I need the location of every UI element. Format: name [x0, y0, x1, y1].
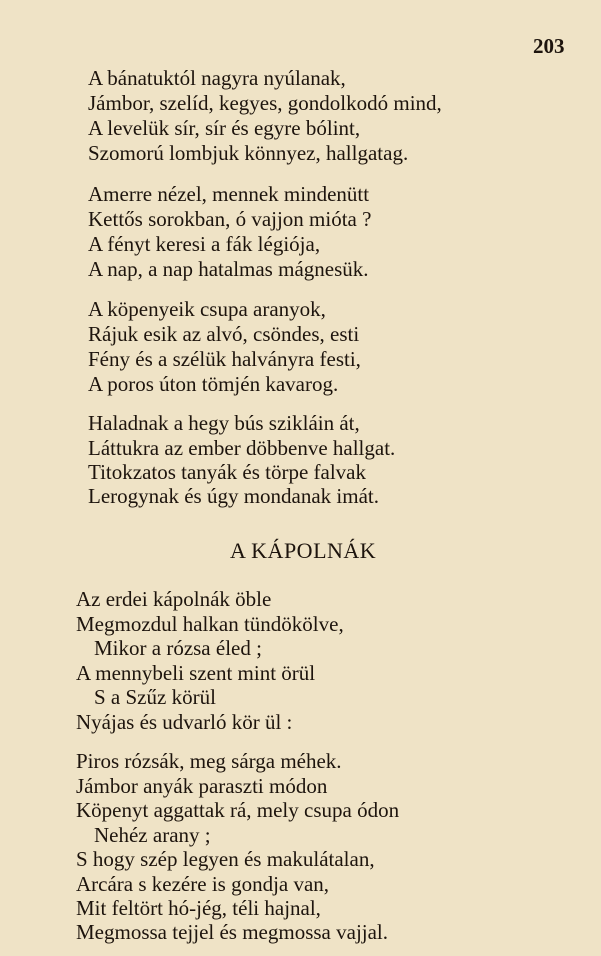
poem-line: Jámbor, szelíd, kegyes, gondolkodó mind,	[88, 91, 442, 115]
page-number: 203	[533, 34, 565, 58]
poem-line: A levelük sír, sír és egyre bólint,	[88, 116, 361, 140]
poem-title: A KÁPOLNÁK	[230, 538, 377, 563]
poem-line: A köpenyeik csupa aranyok,	[88, 297, 326, 321]
poem-line: Kettős sorokban, ó vajjon mióta ?	[88, 207, 372, 231]
poem-line: Piros rózsák, meg sárga méhek.	[76, 749, 342, 773]
poem-line: Nehéz arany ;	[94, 823, 211, 847]
poem-line: Megmossa tejjel és megmossa vajjal.	[76, 920, 389, 944]
poem-line: Haladnak a hegy bús szikláin át,	[88, 411, 360, 435]
poem-line: A mennybeli szent mint örül	[76, 661, 316, 685]
poem-line: Láttukra az ember döbbenve hallgat.	[88, 436, 396, 460]
poem-line: Jámbor anyák paraszti módon	[76, 774, 328, 798]
poem-line: A bánatuktól nagyra nyúlanak,	[88, 66, 346, 90]
poem-line: Fény és a szélük halványra festi,	[88, 347, 361, 371]
poem-line: Nyájas és udvarló kör ül :	[76, 710, 293, 734]
poem-line: Rájuk esik az alvó, csöndes, esti	[88, 322, 360, 346]
poem-line: Szomorú lombjuk könnyez, hallgatag.	[88, 141, 409, 165]
poem-line: Lerogynak és úgy mondanak imát.	[88, 484, 380, 508]
poem-line: Megmozdul halkan tündökölve,	[76, 612, 344, 636]
poem-line: Amerre nézel, mennek mindenütt	[88, 182, 370, 206]
poem-line: Mit feltört hó-jég, téli hajnal,	[76, 896, 321, 920]
poem-line: A poros úton tömjén kavarog.	[88, 372, 339, 396]
poem-line: Mikor a rózsa éled ;	[94, 636, 262, 660]
poem-line: A fényt keresi a fák légiója,	[88, 232, 321, 256]
poem-line: Titokzatos tanyák és törpe falvak	[88, 460, 366, 484]
poem-line: S a Szűz körül	[94, 685, 216, 709]
poem-line: A nap, a nap hatalmas mágnesük.	[88, 257, 369, 281]
poem-line: Köpenyt aggattak rá, mely csupa ódon	[76, 798, 400, 822]
poem-line: S hogy szép legyen és makulátalan,	[76, 847, 375, 871]
poem-line: Arcára s kezére is gondja van,	[76, 872, 330, 896]
poem-line: Az erdei kápolnák öble	[76, 587, 272, 611]
